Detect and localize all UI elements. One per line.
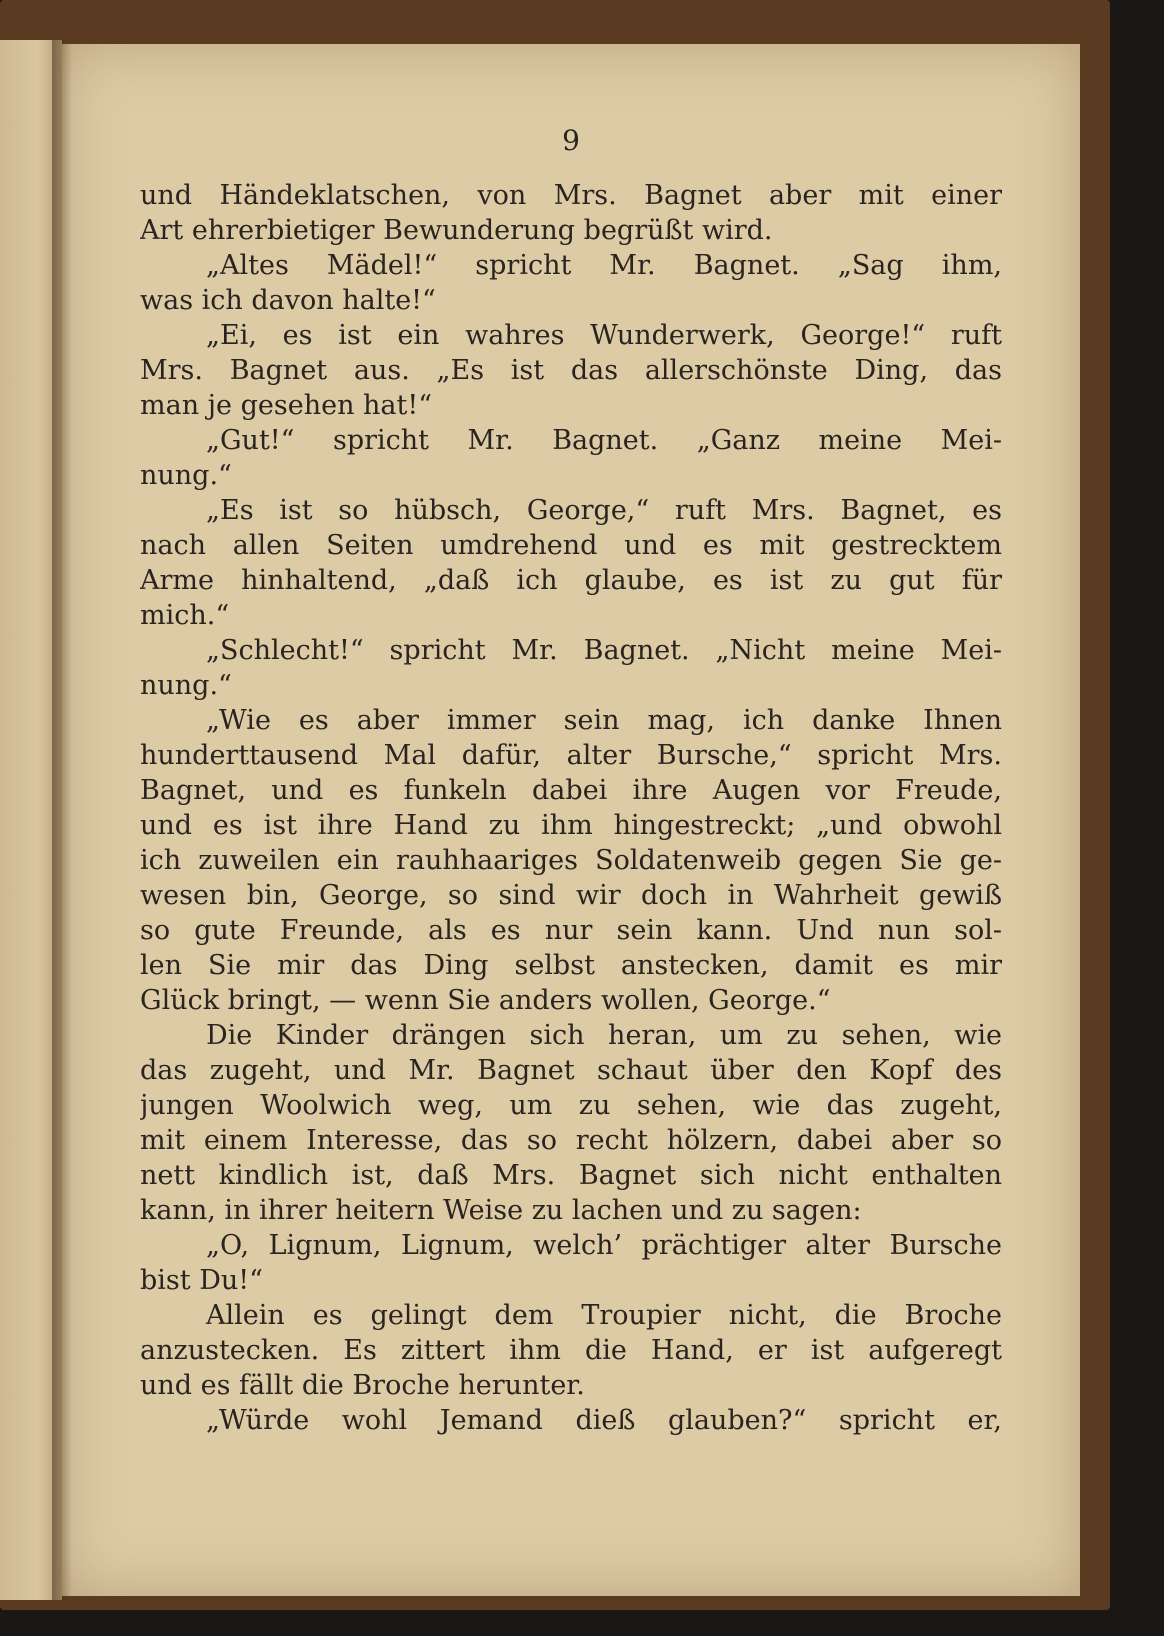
text-line: „Ei, es ist ein wahres Wunderwerk, George!“ ruft xyxy=(206,320,1002,351)
text-line: nett kindlich ist, daß Mrs. Bagnet sich nicht enthalten xyxy=(140,1160,1002,1191)
text-line: das zugeht, und Mr. Bagnet schaut über den Kopf des xyxy=(140,1055,1002,1086)
text-line: „Gut!“ spricht Mr. Bagnet. „Ganz meine Mei- xyxy=(206,425,1002,456)
text-line: wesen bin, George, so sind wir doch in Wahrheit gewiß xyxy=(140,880,1002,911)
text-line: was ich davon halte!“ xyxy=(140,285,436,316)
text-line: so gute Freunde, als es nur sein kann. Und nun sol- xyxy=(140,915,1002,946)
text-line: „Würde wohl Jemand dieß glauben?“ spricht er, xyxy=(206,1405,1002,1436)
page-number: 9 xyxy=(562,124,580,157)
text-line: Bagnet, und es funkeln dabei ihre Augen vor Freude, xyxy=(140,775,1002,806)
text-line: jungen Woolwich weg, um zu sehen, wie das zugeht, xyxy=(140,1090,1002,1121)
text-line: Mrs. Bagnet aus. „Es ist das allerschönste Ding, das xyxy=(140,355,1002,386)
text-line: „Wie es aber immer sein mag, ich danke Ihnen xyxy=(206,705,1002,736)
text-line: „O, Lignum, Lignum, welch’ prächtiger alter Bursche xyxy=(206,1230,1002,1261)
text-line: „Es ist so hübsch, George,“ ruft Mrs. Bagnet, es xyxy=(206,495,1002,526)
body-text xyxy=(140,178,1002,1438)
book-page xyxy=(62,44,1080,1596)
text-line: und Händeklatschen, von Mrs. Bagnet aber mit einer xyxy=(140,180,1002,211)
text-line: Glück bringt, — wenn Sie anders wollen, George.“ xyxy=(140,985,831,1016)
text-line: man je gesehen hat!“ xyxy=(140,390,433,421)
page-gutter xyxy=(52,40,72,1600)
text-line: „Schlecht!“ spricht Mr. Bagnet. „Nicht meine Mei- xyxy=(206,635,1002,666)
text-line: hunderttausend Mal dafür, alter Bursche,“ spricht Mrs. xyxy=(140,740,1002,771)
text-line: mich.“ xyxy=(140,600,230,631)
text-line: len Sie mir das Ding selbst anstecken, damit es mir xyxy=(140,950,1002,981)
text-line: bist Du!“ xyxy=(140,1265,263,1296)
text-line: und es ist ihre Hand zu ihm hingestreckt; „und obwohl xyxy=(140,810,1002,841)
text-line: nung.“ xyxy=(140,670,232,701)
text-line: Die Kinder drängen sich heran, um zu sehen, wie xyxy=(206,1020,1002,1051)
text-line: Art ehrerbietiger Bewunderung begrüßt wird. xyxy=(140,215,773,246)
text-line: nach allen Seiten umdrehend und es mit gestrecktem xyxy=(140,530,1002,561)
text-line: mit einem Interesse, das so recht hölzern, dabei aber so xyxy=(140,1125,1002,1156)
text-line: kann, in ihrer heitern Weise zu lachen und zu sagen: xyxy=(140,1195,862,1226)
text-line: ich zuweilen ein rauhhaariges Soldatenweib gegen Sie ge- xyxy=(140,845,1002,876)
text-line: und es fällt die Broche herunter. xyxy=(140,1370,585,1401)
text-line: nung.“ xyxy=(140,460,232,491)
text-line: Allein es gelingt dem Troupier nicht, die Broche xyxy=(206,1300,1002,1331)
text-line: anzustecken. Es zittert ihm die Hand, er ist aufgeregt xyxy=(140,1335,1002,1366)
text-line: „Altes Mädel!“ spricht Mr. Bagnet. „Sag ihm, xyxy=(206,250,1002,281)
text-line: Arme hinhaltend, „daß ich glaube, es ist zu gut für xyxy=(140,565,1002,596)
